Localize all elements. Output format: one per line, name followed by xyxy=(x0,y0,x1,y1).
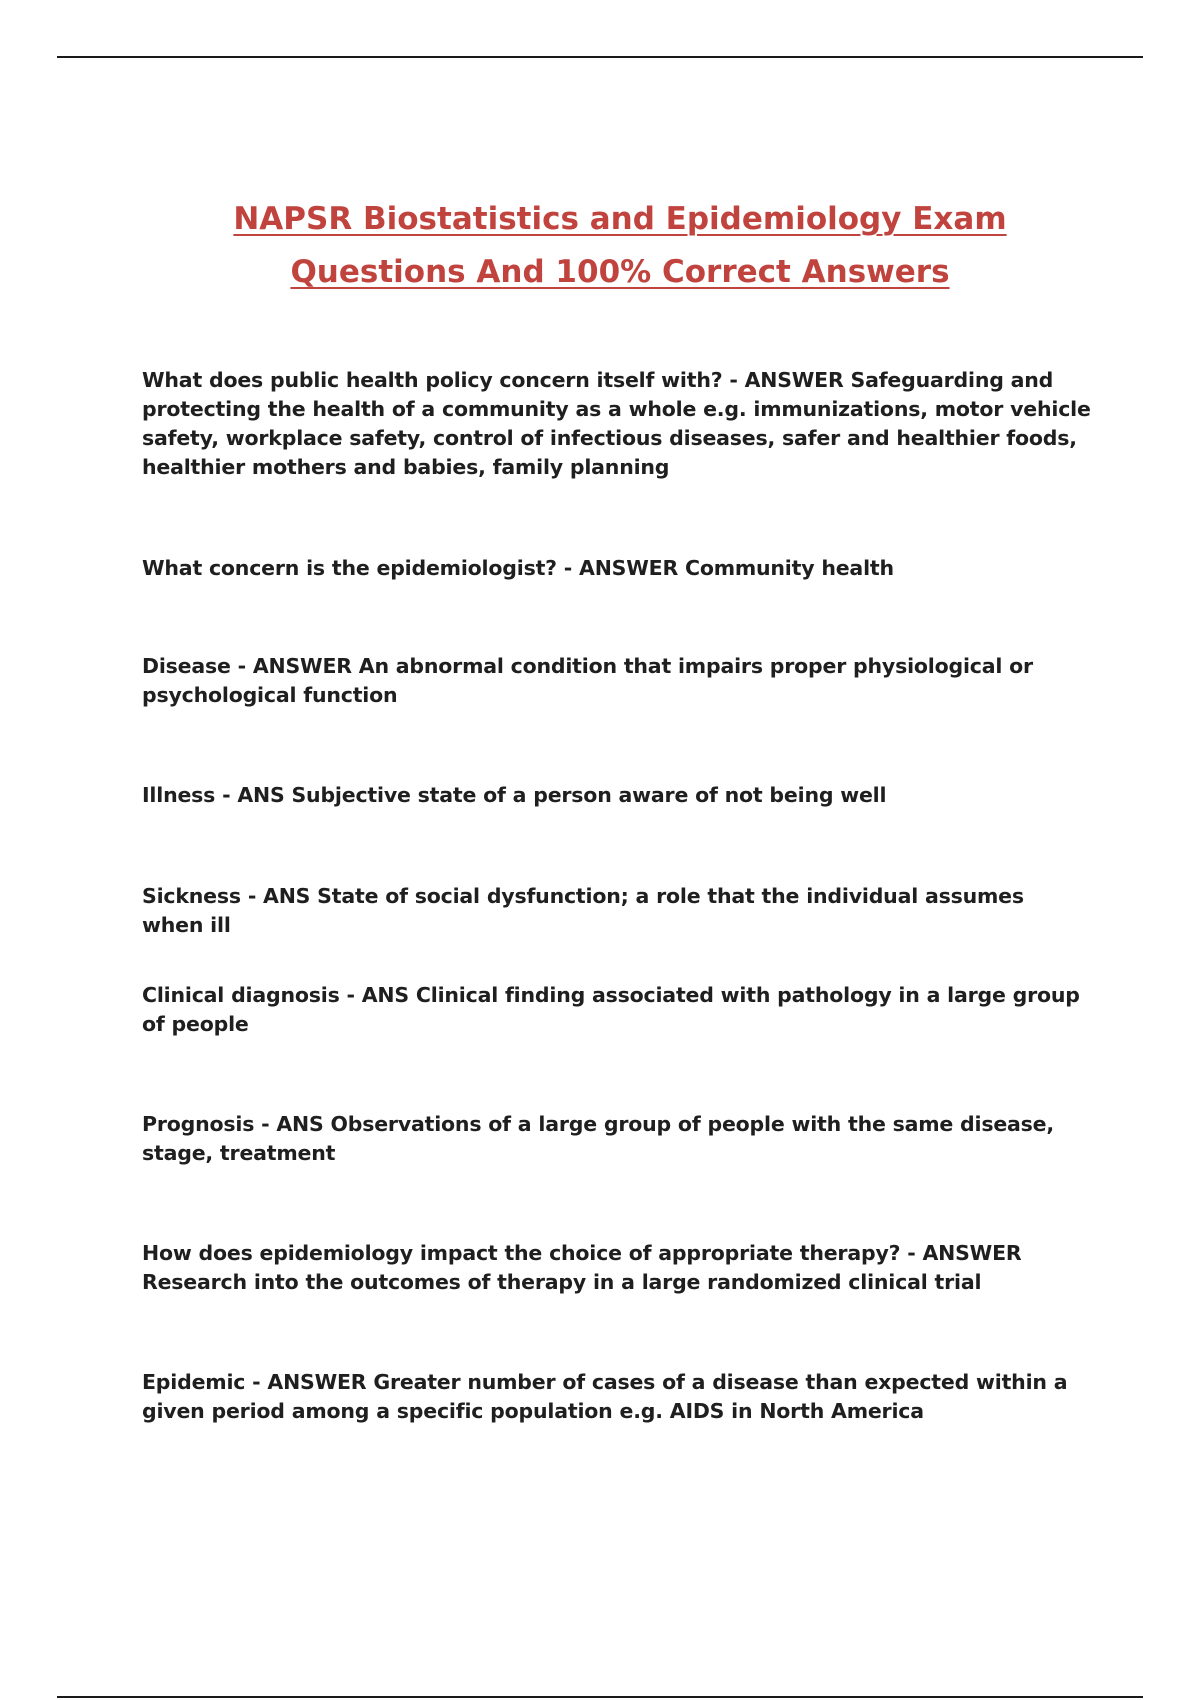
qa-entry-prognosis: Prognosis - ANS Observations of a large group of people with the same disease, stage, treatment xyxy=(142,1112,1054,1165)
title-line-1: NAPSR Biostatistics and Epidemiology Exam xyxy=(233,201,1007,237)
title-line-2: Questions And 100% Correct Answers xyxy=(290,254,950,290)
qa-entry-disease: Disease - ANSWER An abnormal condition that impairs proper physiological or psychological function xyxy=(142,654,1033,707)
qa-entry-illness: Illness - ANS Subjective state of a person aware of not being well xyxy=(142,783,887,807)
qa-entry-clinical-diagnosis: Clinical diagnosis - ANS Clinical finding associated with pathology in a large group of people xyxy=(142,983,1080,1036)
qa-entry-public-health-policy: What does public health policy concern itself with? - ANSWER Safeguarding and protecting the health of a community as a whole e.g. immunizations, motor vehicle safety, workplace safety, control of infectious diseases, safer and healthier foods, healthier mothers and babies, family planning xyxy=(142,368,1091,479)
qa-entry-epidemic: Epidemic - ANSWER Greater number of cases of a disease than expected within a given period among a specific population e.g. AIDS in North America xyxy=(142,1370,1068,1423)
top-rule xyxy=(57,56,1143,58)
qa-entry-epidemiologist-concern: What concern is the epidemiologist? - ANSWER Community health xyxy=(142,556,894,580)
qa-entry-therapy-choice: How does epidemiology impact the choice of appropriate therapy? - ANSWER Research into the outcomes of therapy in a large randomized clinical trial xyxy=(142,1241,1022,1294)
bottom-rule xyxy=(57,1696,1143,1698)
document-title xyxy=(120,193,1120,299)
qa-entry-sickness: Sickness - ANS State of social dysfunction; a role that the individual assumes when ill xyxy=(142,884,1024,937)
